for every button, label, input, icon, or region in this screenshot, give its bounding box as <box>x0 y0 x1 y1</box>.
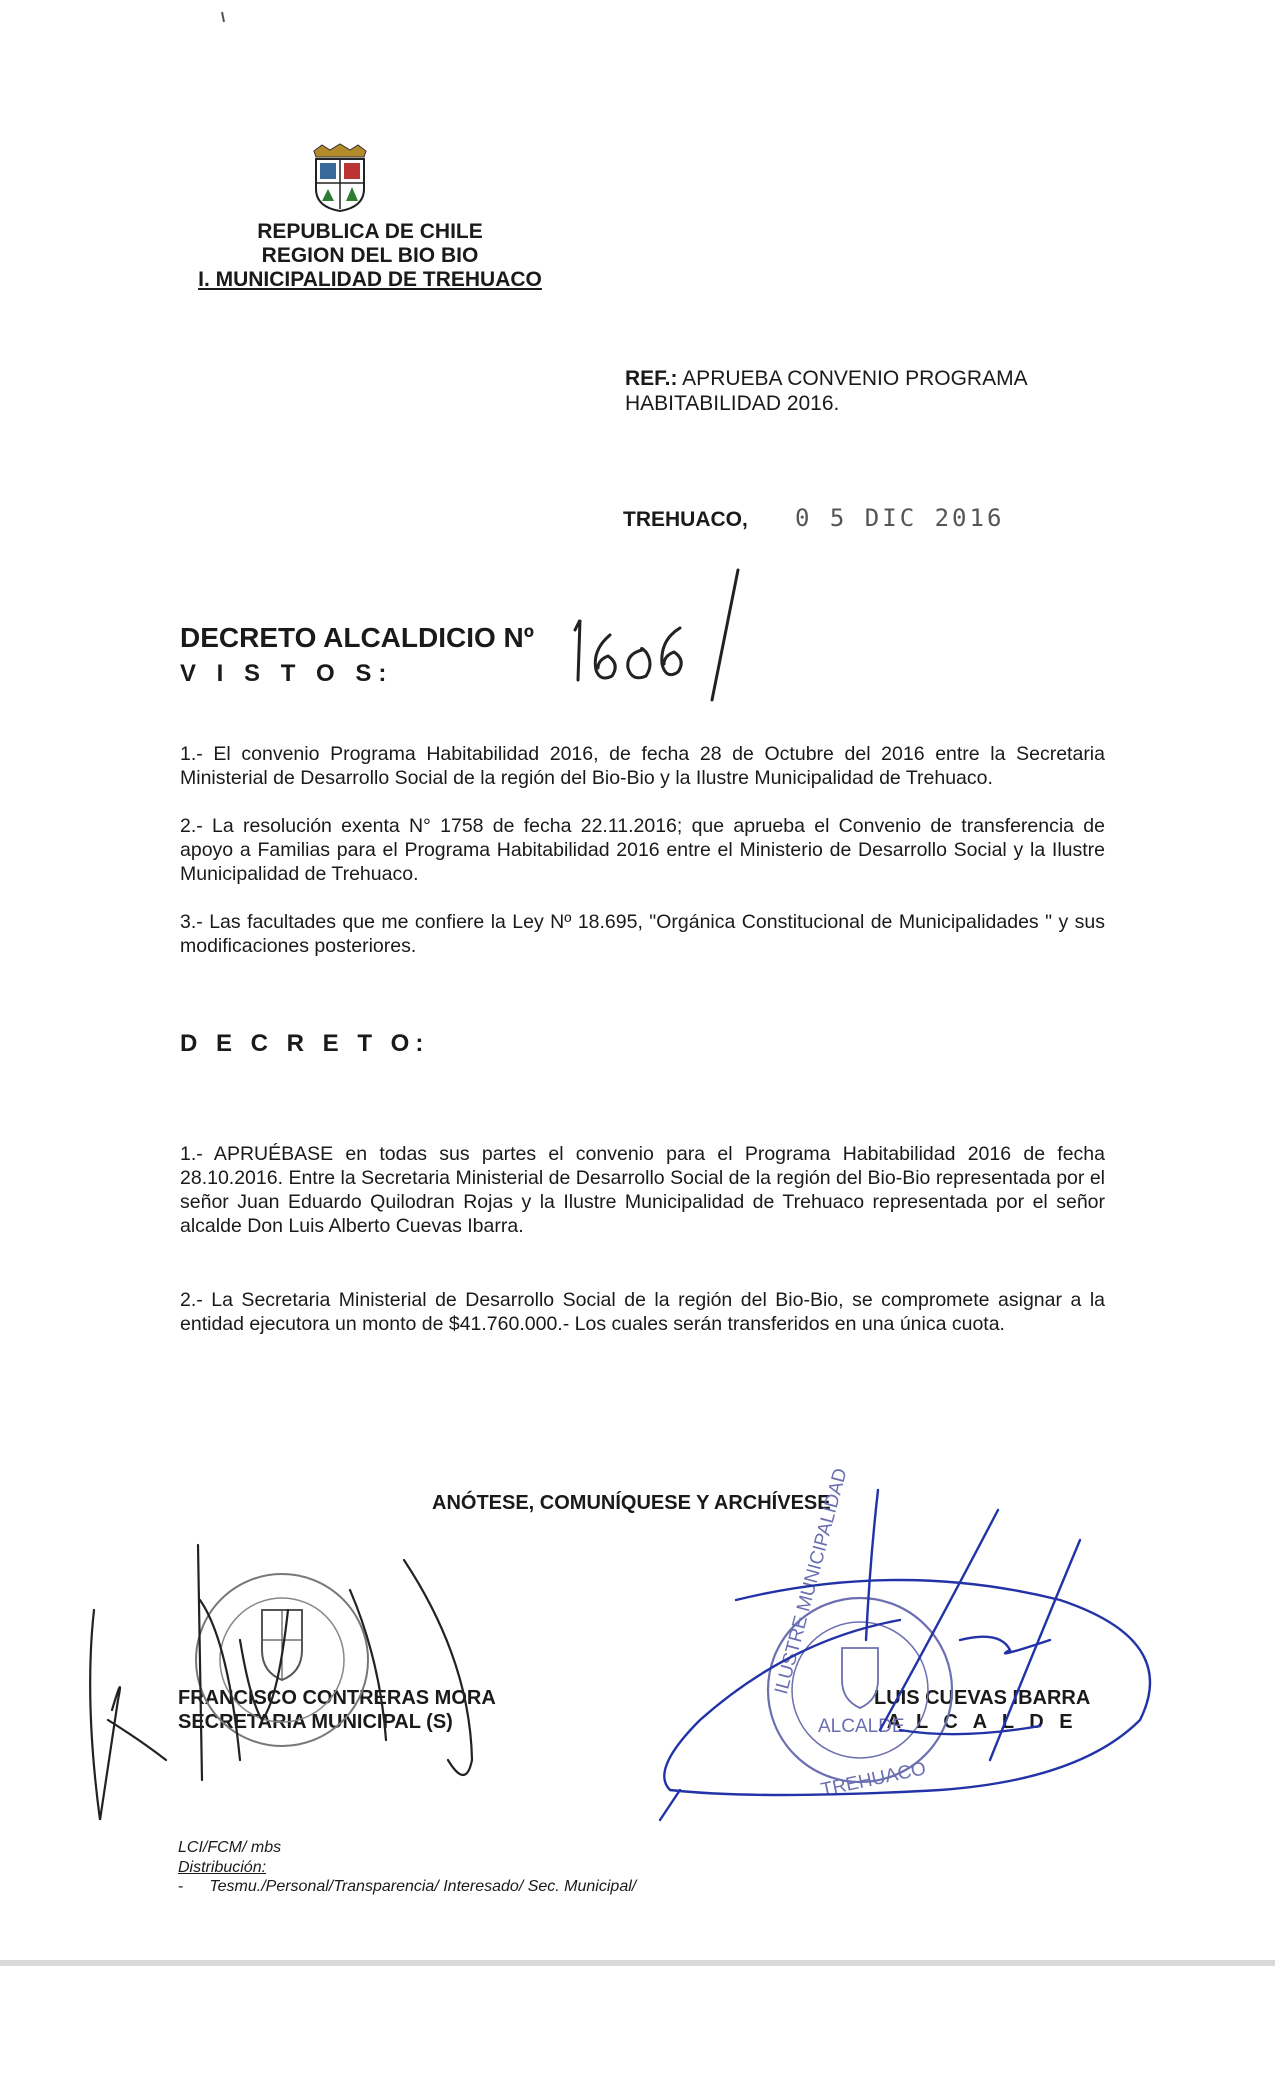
decreto-item-2: 2.- La Secretaria Ministerial de Desarrollo Social de la región del Bio-Bio, se compromete asignar a la entidad ejecutora un monto de $41.760.000.- Los cuales serán transferidos en una única cuota. <box>180 1289 1105 1335</box>
mayor-seal-bottom-text: TREHUACO <box>819 1758 928 1802</box>
footer-initials <box>178 1838 281 1878</box>
secretary-name: FRANCISCO CONTRERAS MORA <box>178 1687 496 1709</box>
distribution-dash: - <box>178 1878 184 1895</box>
reference-text: APRUEBA CONVENIO PROGRAMA HABITABILIDAD 2016. <box>625 367 1027 415</box>
mayor-signature <box>660 1490 1150 1820</box>
mayor-name: LUIS CUEVAS IBARRA <box>874 1687 1091 1709</box>
distribution-list: Tesmu./Personal/Transparencia/ Interesado/ Sec. Municipal/ <box>209 1878 637 1895</box>
mayor-title: A L C A L D E <box>886 1711 1078 1733</box>
header-line-municipality: I. MUNICIPALIDAD DE TREHUACO <box>198 268 542 291</box>
mayor-seal-inner-text: ALCALDE <box>818 1716 905 1737</box>
vistos-heading: V I S T O S: <box>180 660 394 687</box>
municipal-crest-icon <box>308 143 372 213</box>
vistos-item-2: 2.- La resolución exenta N° 1758 de fecha 22.11.2016; que aprueba el Convenio de transferencia de apoyo a Familias para el Programa Habitabilidad 2016 entre el Ministerio de Desarrollo Social y la Ilustre Municipalidad de Trehuaco. <box>180 815 1105 885</box>
vistos-item-1: 1.- El convenio Programa Habitabilidad 2016, de fecha 28 de Octubre del 2016 entre la Secretaria Ministerial de Desarrollo Social de la región del Bio-Bio y la Ilustre Municipalidad de Trehuaco. <box>180 743 1105 789</box>
decree-title: DECRETO ALCALDICIO Nº <box>180 622 535 653</box>
signatory-mayor <box>874 1686 1090 1734</box>
mayor-seal-ring-text: ILUSTRE MUNICIPALIDAD <box>771 1466 852 1697</box>
header-line-country: REPUBLICA DE CHILE <box>257 220 483 243</box>
vistos-item-3: 3.- Las facultades que me confiere la Ley Nº 18.695, "Orgánica Constitucional de Municipalidades " y sus modificaciones posteriores. <box>180 911 1105 957</box>
header-line-region: REGION DEL BIO BIO <box>261 244 479 267</box>
reference <box>625 366 1185 416</box>
closing-formula: ANÓTESE, COMUNÍQUESE Y ARCHÍVESE <box>432 1492 831 1514</box>
institution-header <box>180 220 560 292</box>
secretary-signature <box>90 1545 472 1820</box>
mayor-seal <box>768 1466 952 1801</box>
distribution-label: Distribución: <box>178 1859 267 1876</box>
secretary-title: SECRETARIA MUNICIPAL (S) <box>178 1711 453 1733</box>
date-stamp: 0 5 DIC 2016 <box>795 504 1005 532</box>
reference-label: REF.: <box>625 367 678 390</box>
place-label: TREHUACO, <box>623 508 748 531</box>
initials-text: LCI/FCM/ mbs <box>178 1839 282 1856</box>
decreto-item-1: 1.- APRUÉBASE en todas sus partes el convenio para el Programa Habitabilidad 2016 de fecha 28.10.2016. Entre la Secretaria Ministerial de Desarrollo Social de la región del Bio-Bio representada por el señor Juan Eduardo Quilodran Rojas y la Ilustre Municipalidad de Trehuaco representada por el señor alcalde Don Luis Alberto Cuevas Ibarra. <box>180 1143 1105 1237</box>
decreto-heading: D E C R E T O: <box>180 1030 430 1057</box>
handwritten-decree-number <box>575 570 738 700</box>
page-bottom-edge <box>0 1960 1275 1966</box>
scan-mark <box>222 12 224 22</box>
signatory-secretary <box>178 1686 496 1734</box>
distribution-list-line <box>178 1878 636 1896</box>
